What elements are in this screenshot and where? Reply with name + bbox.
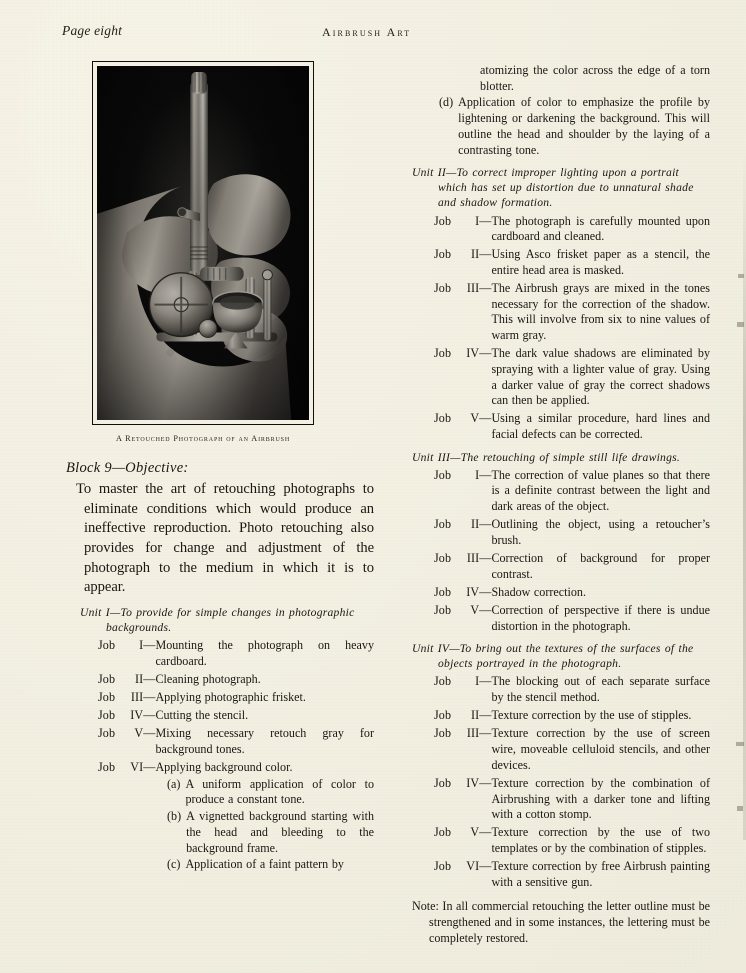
sub-item-text: Application of color to emphasize the profile by lightening or darkening the background. This will outline the head and shoulder by the laying of a contrasting tone. <box>458 95 710 157</box>
job-label: Job IV— <box>434 775 492 790</box>
job-label: Job V— <box>98 726 156 741</box>
sub-item <box>62 857 374 873</box>
sub-item-text: Application of a faint pattern by <box>185 857 344 872</box>
job-label: Job III— <box>98 689 156 704</box>
job-label: Job II— <box>98 671 156 686</box>
job-row <box>62 708 374 724</box>
job-text: Correction of background for proper contrast. <box>491 551 710 581</box>
objective-paragraph: To master the art of retouching photographs to eliminate conditions which would produce an ineffective reproduction. Photo retouching also provides for change and adjustment of the photograph to the medium in which it is to appear. <box>76 481 374 596</box>
job-text: Texture correction by free Airbrush painting with a sensitive gun. <box>491 859 710 889</box>
job-text: Mixing necessary retouch gray for background tones. <box>155 726 374 756</box>
job-label: Job IV— <box>98 708 156 722</box>
job-text: Mounting the photograph on heavy cardboard. <box>155 637 374 668</box>
job-label: Job III— <box>434 551 492 566</box>
sub-item-text: atomizing the color across the edge of a torn blotter. <box>480 63 710 93</box>
scan-artifact-mark <box>736 742 744 746</box>
job-text: Using Asco frisket paper as a stencil, the entire head area is masked. <box>491 247 710 277</box>
job-label: Job I— <box>434 467 492 482</box>
job-row <box>412 603 710 634</box>
unit-heading-1: Unit I—To provide for simple changes in photographic backgrounds. <box>80 605 355 634</box>
unit-heading-3: Unit III—The retouching of simple still life drawings. <box>412 450 681 464</box>
plate-caption: A Retouched Photograph of an Airbrush <box>115 434 291 443</box>
job-label: Job I— <box>434 213 492 228</box>
left-text-column <box>62 460 374 873</box>
note-paragraph: Note: In all commercial retouching the letter outline must be strengthened and in some instances, the lettering must be completely restored. <box>412 899 710 945</box>
job-text: Shadow correction. <box>491 584 586 599</box>
job-text: Using a similar procedure, hard lines and facial defects can be corrected. <box>491 411 710 442</box>
job-label: Job II— <box>434 247 492 262</box>
job-row <box>412 585 710 601</box>
job-label: Job V— <box>434 825 492 840</box>
job-label: Job V— <box>434 411 492 426</box>
scan-artifact-mark <box>737 806 743 811</box>
job-row <box>412 859 710 890</box>
job-row <box>62 760 374 776</box>
job-label: Job V— <box>434 603 492 617</box>
job-label: Job I— <box>98 637 156 652</box>
unit-heading-2: Unit II—To correct improper lighting upon a portrait which has set up distortion due to unnatural shade and shadow formation. <box>412 166 694 210</box>
job-row <box>412 281 710 344</box>
job-row <box>412 517 710 548</box>
sub-item-text: A vignetted background starting with the head and bleeding to the background frame. <box>186 809 374 855</box>
page-folio: Page eight <box>62 23 123 38</box>
job-text: Texture correction by the combination of Airbrushing with a darker tone and lifting with a cotton stomp. <box>491 775 710 822</box>
job-label: Job III— <box>434 726 492 741</box>
job-label: Job VI— <box>434 859 492 874</box>
job-text: The blocking out of each separate surface by the stencil method. <box>491 674 710 705</box>
job-text: The dark value shadows are eliminated by spraying with a lighter value of gray. Using a darker value of gray the correct shadows can then be applied. <box>491 346 710 408</box>
job-text: Texture correction by the use of two templates or by the combination of stipples. <box>491 825 710 855</box>
sub-item <box>412 95 710 158</box>
job-row <box>412 825 710 856</box>
job-label: Job VI— <box>98 759 156 774</box>
job-text: Applying photographic frisket. <box>155 689 306 704</box>
job-row <box>412 247 710 278</box>
job-label: Job II— <box>434 517 492 532</box>
job-label: Job IV— <box>434 584 492 599</box>
job-text: The Airbrush grays are mixed in the tones necessary for the correction of the shadow. This will involve from six to nine values of warm gray. <box>491 281 710 343</box>
job-row <box>412 468 710 515</box>
job-row <box>412 551 710 582</box>
job-text: Texture correction by the use of screen wire, moveable celluloid stencils, and other devices. <box>491 726 710 772</box>
job-row <box>412 726 710 773</box>
job-row <box>412 346 710 409</box>
job-label: Job IV— <box>434 346 492 361</box>
right-text-column <box>412 62 710 959</box>
job-label: Job II— <box>434 708 492 723</box>
job-text: Texture correction by the use of stipples. <box>491 708 692 723</box>
job-label: Job III— <box>434 281 492 296</box>
sub-item <box>62 809 374 856</box>
job-text: The photograph is carefully mounted upon cardboard and cleaned. <box>491 213 710 244</box>
scan-artifact-mark <box>737 322 744 327</box>
job-text: Applying background color. <box>155 759 293 774</box>
job-row <box>62 672 374 688</box>
airbrush-photograph <box>97 66 309 420</box>
job-row <box>412 674 710 705</box>
sub-item-marker: (a) <box>167 776 181 791</box>
job-text: The correction of value planes so that there is a definite contrast between the light and dark areas of the object. <box>491 467 710 514</box>
sub-item-marker: (b) <box>167 809 182 824</box>
book-title: Airbrush Art <box>322 25 412 39</box>
job-text: Cutting the stencil. <box>155 708 249 722</box>
sub-item <box>62 777 374 808</box>
running-head <box>0 23 746 43</box>
halftone-texture <box>97 66 309 420</box>
job-row <box>412 214 710 245</box>
sub-item-marker: (c) <box>167 857 181 872</box>
block-heading: Block 9—Objective: <box>66 460 189 476</box>
sub-item-marker: (d) <box>439 95 454 110</box>
job-row <box>412 411 710 442</box>
sub-item-text: A uniform application of color to produce a constant tone. <box>185 776 374 807</box>
job-text: Cleaning photograph. <box>155 671 261 686</box>
job-row <box>62 638 374 669</box>
scan-artifact-mark <box>738 274 744 278</box>
job-label: Job I— <box>434 674 492 689</box>
job-row <box>62 726 374 757</box>
job-text: Correction of perspective if there is undue distortion in the photograph. <box>491 603 710 633</box>
job-row <box>62 690 374 706</box>
job-row <box>412 708 710 724</box>
photo-plate <box>92 61 314 425</box>
job-row <box>412 776 710 823</box>
unit-heading-4: Unit IV—To bring out the textures of the surfaces of the objects portrayed in the photograph. <box>412 642 694 671</box>
sub-item-continuation <box>412 63 710 94</box>
job-text: Outlining the object, using a retoucher’s brush. <box>491 517 710 547</box>
